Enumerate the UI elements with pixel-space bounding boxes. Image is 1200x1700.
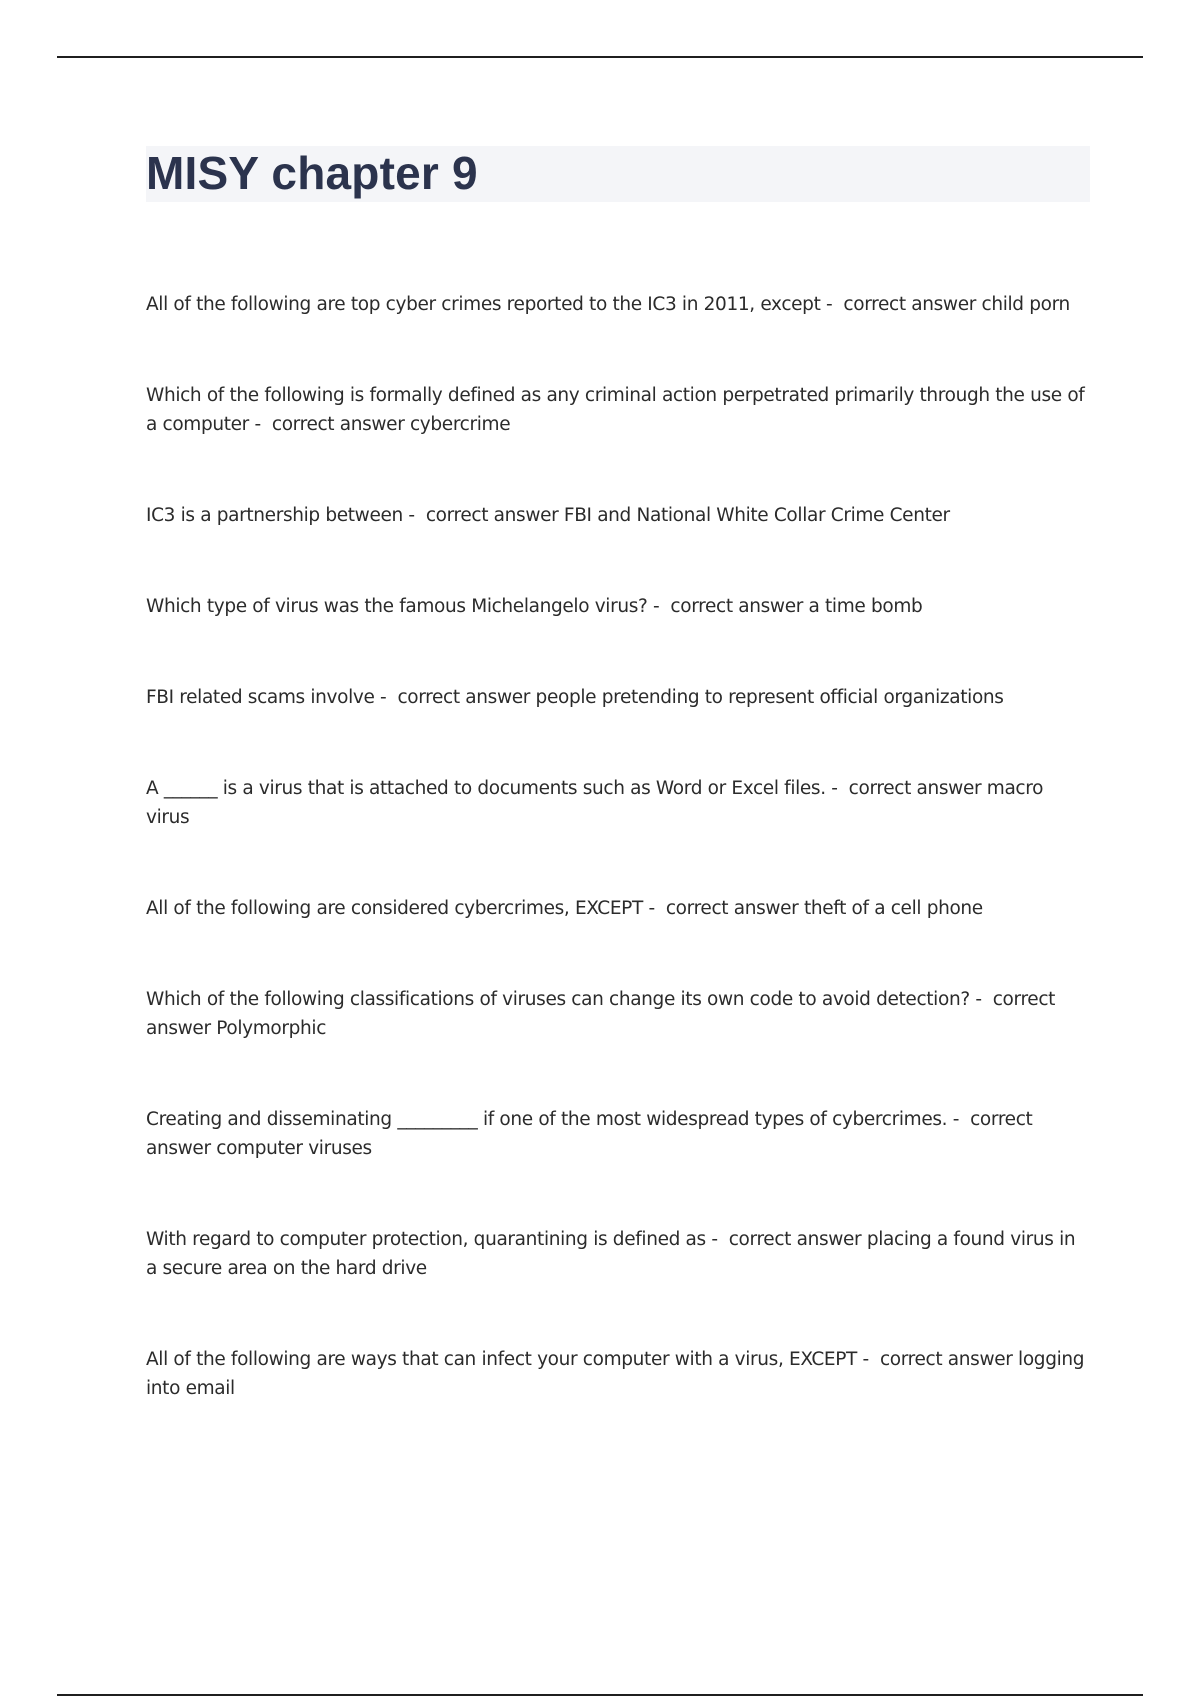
answer-separator: - [705, 1229, 729, 1250]
answer-separator: - [402, 505, 426, 526]
answer-separator: - [947, 1109, 971, 1130]
answer-separator: - [825, 778, 849, 799]
answer-text: correct answer people pretending to represent official organizations [397, 687, 1004, 708]
qa-item [146, 1225, 1090, 1283]
question-text: With regard to computer protection, quarantining is defined as [146, 1229, 706, 1250]
answer-separator: - [857, 1349, 880, 1370]
question-text: All of the following are considered cybercrimes, EXCEPT [146, 898, 643, 919]
answer-separator: - [642, 898, 666, 919]
qa-item [146, 985, 1090, 1043]
answer-text: correct answer cybercrime [271, 414, 511, 435]
qa-item [146, 774, 1090, 832]
answer-separator: - [374, 687, 398, 708]
answer-text: correct answer child porn [843, 294, 1070, 315]
answer-separator: - [647, 596, 671, 617]
question-text: Which type of virus was the famous Michelangelo virus? [146, 596, 648, 617]
answer-text: correct answer computer viruses [146, 1109, 1033, 1159]
answer-text: correct answer macro virus [146, 778, 1044, 828]
question-text: IC3 is a partnership between [146, 505, 403, 526]
qa-list [146, 290, 1090, 1403]
question-text: Creating and disseminating _________ if one of the most widespread types of cybercrimes. [146, 1109, 948, 1130]
answer-text: correct answer logging into email [146, 1349, 1085, 1399]
question-text: All of the following are ways that can infect your computer with a virus, EXCEPT [146, 1349, 858, 1370]
answer-text: correct answer theft of a cell phone [665, 898, 983, 919]
qa-item [146, 1345, 1090, 1403]
answer-text: correct answer Polymorphic [146, 989, 1056, 1039]
question-text: Which of the following is formally defined as any criminal action perpetrated primarily through the use of a computer [146, 385, 1085, 435]
answer-text: correct answer a time bomb [670, 596, 923, 617]
question-text: FBI related scams involve [146, 687, 375, 708]
answer-separator: - [248, 414, 272, 435]
answer-text: correct answer FBI and National White Collar Crime Center [425, 505, 950, 526]
header-rule [57, 56, 1143, 58]
qa-item [146, 592, 1090, 621]
qa-item [146, 894, 1090, 923]
document-title: MISY chapter 9 [146, 147, 478, 199]
qa-item [146, 683, 1090, 712]
answer-separator: - [969, 989, 993, 1010]
qa-item [146, 501, 1090, 530]
question-text: Which of the following classifications of viruses can change its own code to avoid detection? [146, 989, 970, 1010]
footer-rule [57, 1694, 1143, 1696]
answer-separator: - [820, 294, 844, 315]
qa-item [146, 1105, 1090, 1163]
question-text: All of the following are top cyber crimes reported to the IC3 in 2011, except [146, 294, 821, 315]
qa-item [146, 381, 1090, 439]
answer-text: correct answer placing a found virus in a secure area on the hard drive [146, 1229, 1076, 1279]
question-text: A ______ is a virus that is attached to documents such as Word or Excel files. [146, 778, 826, 799]
qa-item [146, 290, 1090, 319]
